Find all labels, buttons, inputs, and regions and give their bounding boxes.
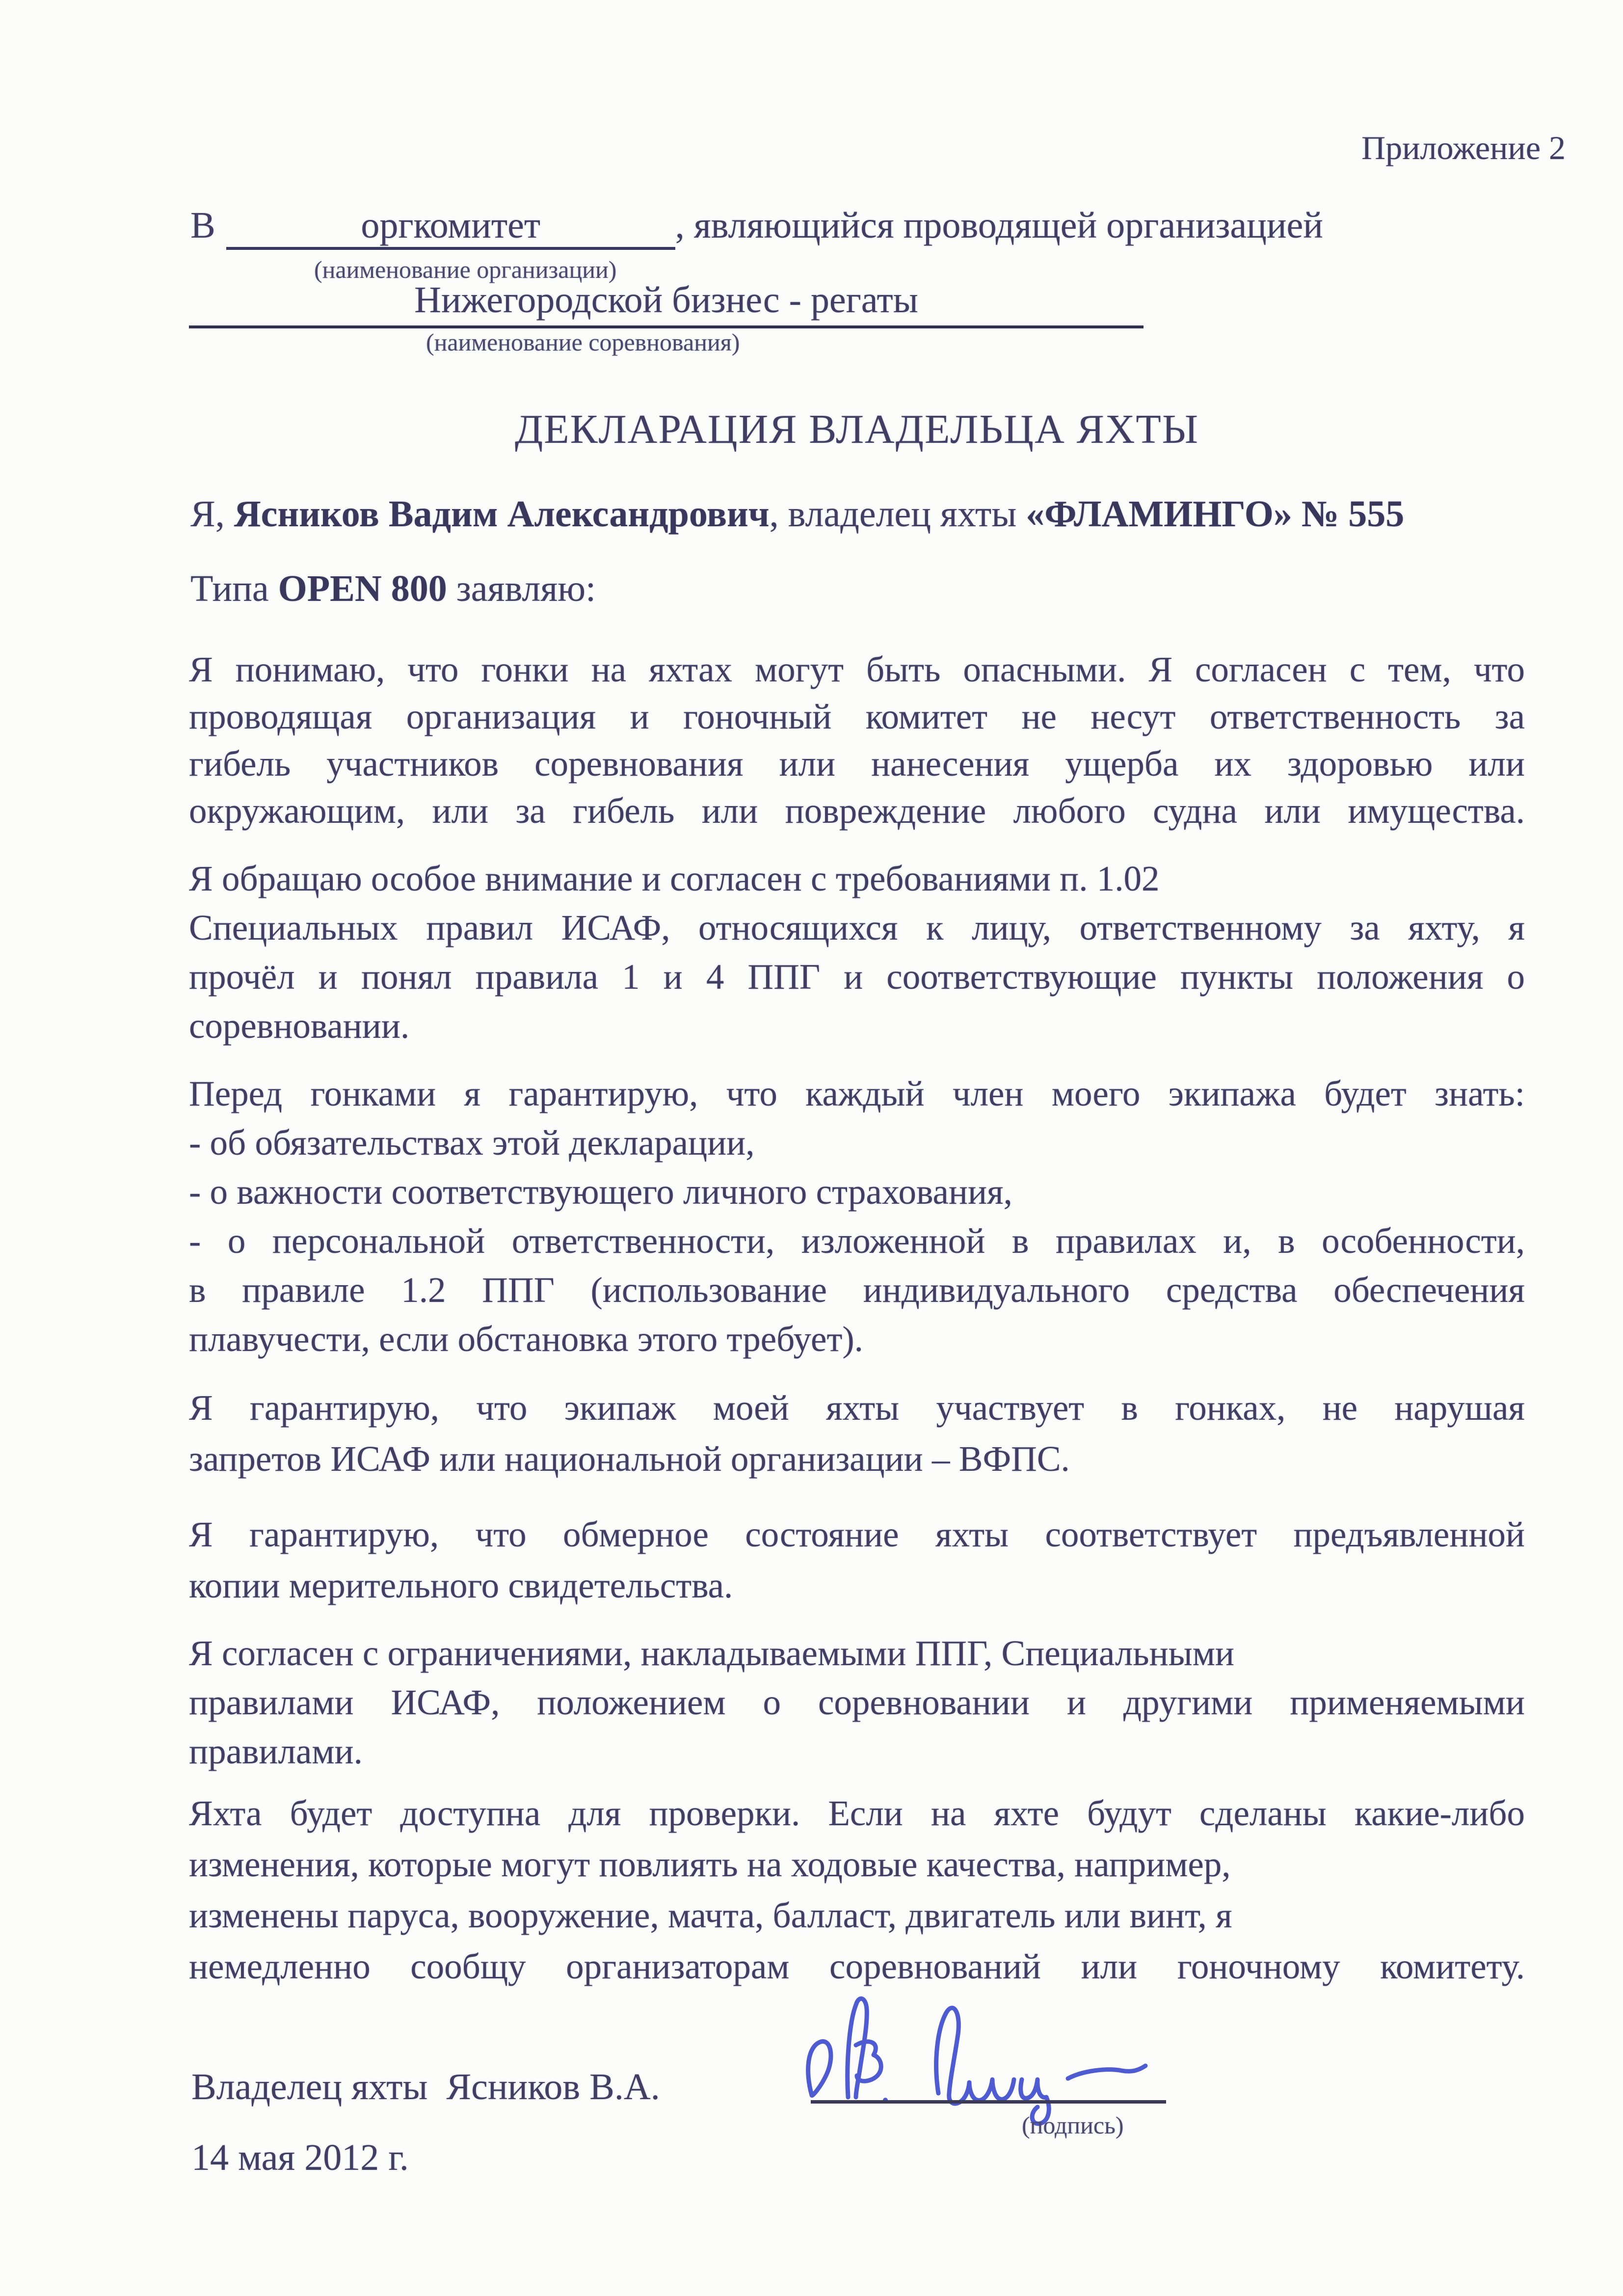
signature-caption: (подпись) xyxy=(1022,2111,1124,2139)
text-line: изменены паруса, вооружение, мачта, балласт, двигатель или винт, я xyxy=(189,1895,1232,1935)
document-title: ДЕКЛАРАЦИЯ ВЛАДЕЛЬЦА ЯХТЫ xyxy=(515,406,1199,452)
text-line: окружающим, или за гибель или повреждение любого судна или имущества. xyxy=(189,791,1525,831)
recipient-suffix: , являющийся проводящей организацией xyxy=(675,205,1323,246)
text-line: немедленно сообщу организаторам соревнований или гоночному комитету. xyxy=(189,1946,1525,1986)
yacht-type: OPEN 800 xyxy=(278,568,447,609)
recipient-prefix: В xyxy=(190,205,215,246)
text-line: соревновании. xyxy=(189,1006,410,1046)
paragraph-restrictions xyxy=(189,1633,1525,1780)
signature-line xyxy=(811,2100,1166,2104)
paragraph-measurement xyxy=(189,1514,1525,1616)
signature-stroke xyxy=(936,2008,969,2104)
bullet-line: - о персональной ответственности, изложенной в правилах и, в особенности, xyxy=(189,1221,1525,1261)
competition-name-blank xyxy=(189,279,1144,328)
bullet-line: - об обязательствах этой декларации, xyxy=(189,1123,755,1162)
text-line: правилами. xyxy=(189,1731,363,1771)
yacht-type-line xyxy=(190,567,596,610)
yacht-name-number: «ФЛАМИНГО» № 555 xyxy=(1026,493,1405,535)
text-line: Яхта будет доступна для проверки. Если на яхте будут сделаны какие-либо xyxy=(189,1793,1525,1833)
owner-signature-label: Владелец яхты Ясников В.А. xyxy=(191,2066,660,2107)
signature-stroke xyxy=(808,2041,831,2095)
text-line: прочёл и понял правила 1 и 4 ППГ и соответствующие пункты положения о xyxy=(189,957,1525,997)
paragraph-no-bans xyxy=(189,1387,1525,1489)
text-line: Я согласен с ограничениями, накладываемыми ППГ, Специальными xyxy=(189,1633,1234,1673)
signature-stroke xyxy=(1021,2080,1046,2098)
paragraph-crew-guarantee xyxy=(189,1073,1525,1368)
text-line: проводящая организация и гоночный комитет не несут ответственность за xyxy=(189,697,1525,736)
text-line: Я обращаю особое внимание и согласен с требованиями п. 1.02 xyxy=(189,859,1160,898)
owner-mid: , владелец яхты xyxy=(769,493,1026,535)
organization-caption: (наименование организации) xyxy=(314,256,617,283)
competition-name-value: Нижегородской бизнес - регаты xyxy=(414,279,918,321)
text-line: Перед гонками я гарантирую, что каждый член моего экипажа будет знать: xyxy=(189,1074,1525,1113)
bullet-line: - о важности соответствующего личного страхования, xyxy=(189,1172,1012,1212)
text-line: гибель участников соревнования или нанесения ущерба их здоровью или xyxy=(189,744,1525,783)
signature-stroke xyxy=(969,2080,1014,2100)
text-line: изменения, которые могут повлиять на ходовые качества, например, xyxy=(189,1844,1231,1884)
type-prefix: Типа xyxy=(190,568,278,609)
type-suffix: заявляю: xyxy=(447,568,596,609)
paragraph-inspection xyxy=(189,1793,1525,1997)
owner-name: Ясников Вадим Александрович xyxy=(234,493,770,535)
text-line: Специальных правил ИСАФ, относящихся к лицу, ответственному за яхту, я xyxy=(189,908,1525,947)
recipient-line xyxy=(190,204,1323,250)
organization-name-blank xyxy=(226,204,675,250)
paragraph-risk-acknowledgement xyxy=(189,649,1525,837)
text-line: в правиле 1.2 ППГ (использование индивидуального средства обеспечения xyxy=(189,1270,1525,1310)
owner-intro: Я, xyxy=(190,493,234,535)
competition-caption: (наименование соревнования) xyxy=(426,328,740,356)
paragraph-isaf-rules xyxy=(189,858,1525,1054)
organization-name-value: оргкомитет xyxy=(361,205,541,246)
text-line: правилами ИСАФ, положением о соревновании и другими применяемыми xyxy=(189,1682,1525,1722)
text-line: копии мерительного свидетельства. xyxy=(189,1566,733,1605)
text-line: Я понимаю, что гонки на яхтах могут быть опасными. Я согласен с тем, что xyxy=(189,649,1525,689)
text-line: плавучести, если обстановка этого требует). xyxy=(189,1319,863,1359)
signature-stroke xyxy=(1068,2066,1145,2079)
date-line: 14 мая 2012 г. xyxy=(191,2137,409,2178)
text-line: запретов ИСАФ или национальной организации – ВФПС. xyxy=(189,1439,1070,1479)
owner-statement-line xyxy=(190,493,1404,536)
text-line: Я гарантирую, что экипаж моей яхты участвует в гонках, не нарушая xyxy=(189,1388,1525,1428)
text-line: Я гарантирую, что обмерное состояние яхты соответствует предъявленной xyxy=(189,1514,1525,1554)
handwritten-signature xyxy=(785,1988,1178,2131)
appendix-label: Приложение 2 xyxy=(1361,129,1566,166)
